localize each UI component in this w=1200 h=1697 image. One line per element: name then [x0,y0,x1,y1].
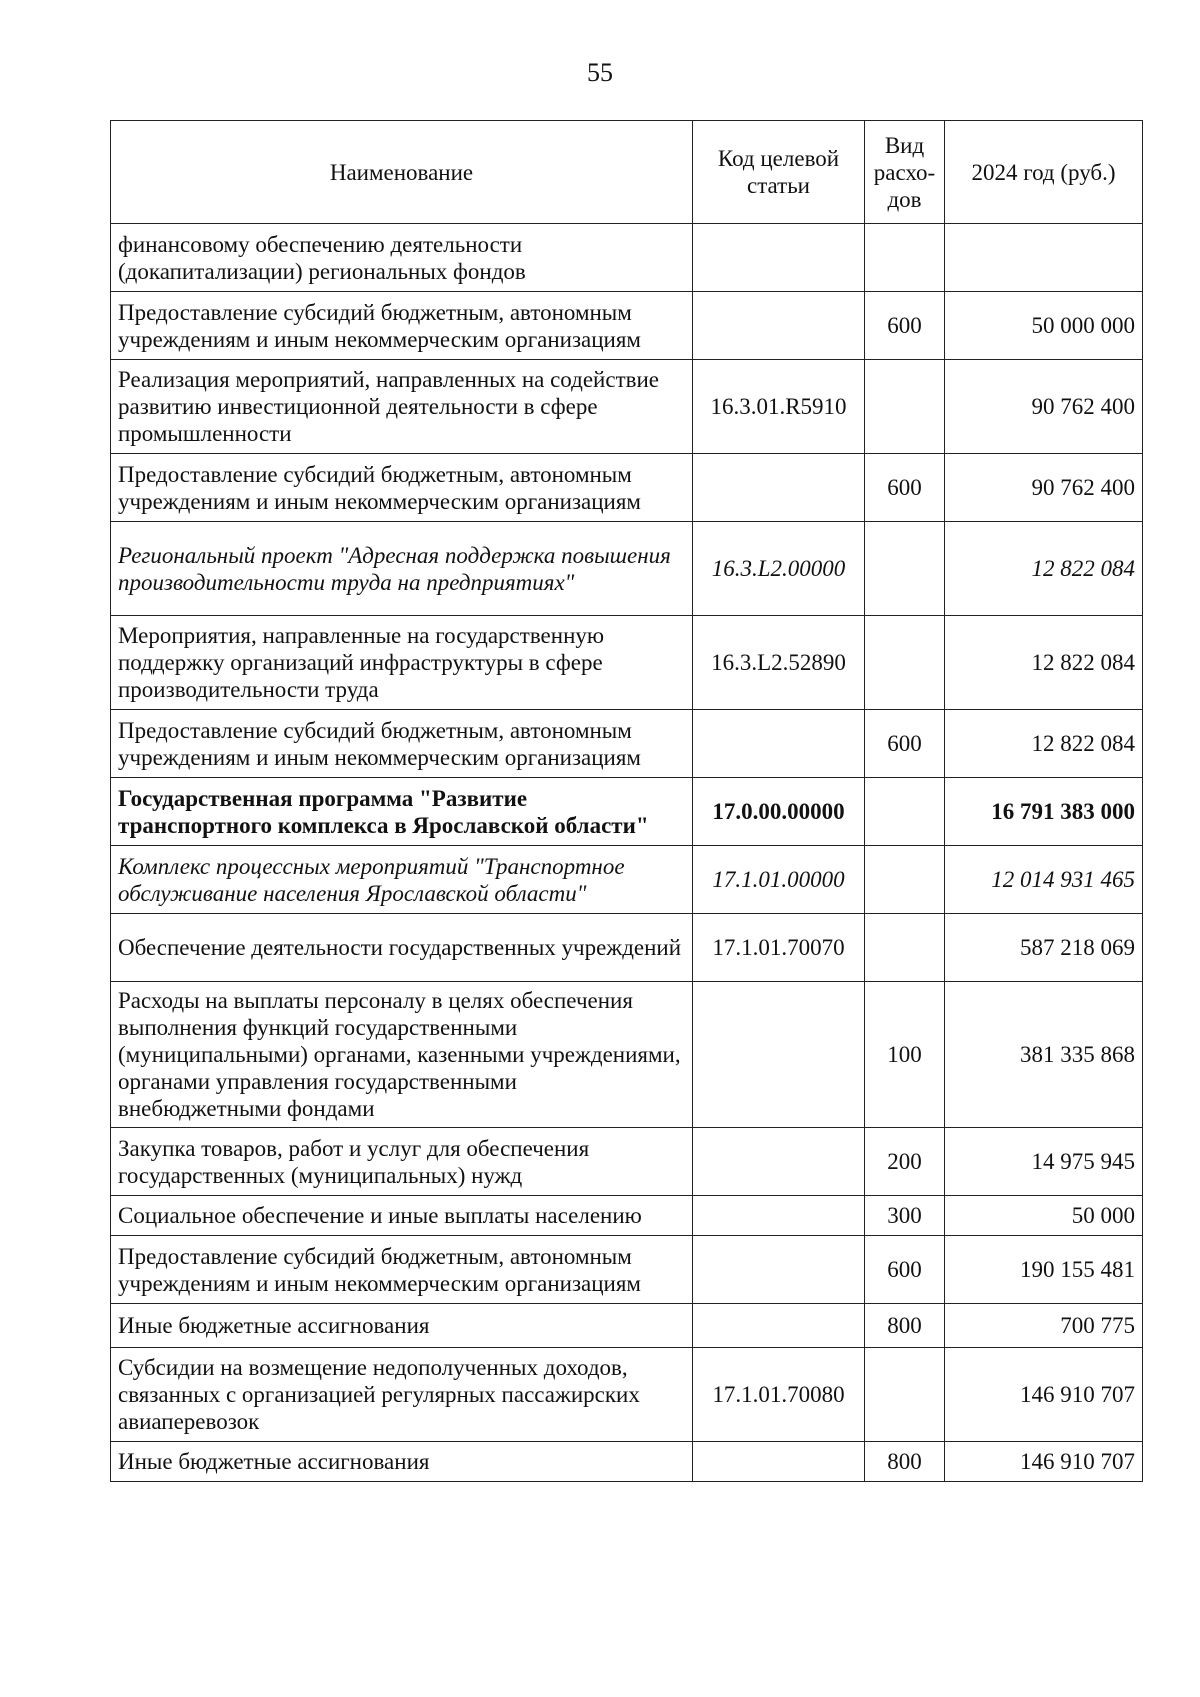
row-type-cell: 200 [865,1128,945,1196]
row-type-cell: 300 [865,1196,945,1236]
row-code-cell [693,982,865,1128]
row-sum-cell: 90 762 400 [945,360,1143,454]
row-code-cell [693,1304,865,1348]
table-row [111,224,1143,292]
header-name: Наименование [111,121,693,224]
row-type-cell: 600 [865,1236,945,1304]
table-row [111,982,1143,1128]
row-code-cell [693,1128,865,1196]
row-sum-cell: 587 218 069 [945,914,1143,982]
page-number: 55 [587,58,613,87]
row-code-cell [693,1236,865,1304]
row-code-cell [693,292,865,360]
row-name-cell: Комплекс процессных мероприятий "Транспортное обслуживание населения Ярославской области" [111,846,693,914]
table-row [111,710,1143,778]
table-row [111,616,1143,710]
row-sum-cell: 700 775 [945,1304,1143,1348]
row-code-cell [693,710,865,778]
header-type: Вид расхо-дов [865,121,945,224]
row-type-cell [865,846,945,914]
table-row [111,778,1143,846]
row-code-cell: 17.0.00.00000 [693,778,865,846]
table-body [111,224,1143,1482]
row-name-cell: Социальное обеспечение и иные выплаты населению [111,1196,693,1236]
row-sum-cell: 190 155 481 [945,1236,1143,1304]
row-sum-cell: 50 000 [945,1196,1143,1236]
row-type-cell [865,914,945,982]
header-code: Код целевой статьи [693,121,865,224]
row-code-cell: 17.1.01.70070 [693,914,865,982]
row-code-cell [693,1442,865,1482]
row-sum-cell: 146 910 707 [945,1442,1143,1482]
table-row [111,846,1143,914]
row-code-cell: 16.3.01.R5910 [693,360,865,454]
row-type-cell [865,224,945,292]
row-sum-cell: 90 762 400 [945,454,1143,522]
row-name-cell: Предоставление субсидий бюджетным, автономным учреждениям и иным некоммерческим организациям [111,292,693,360]
table-header-row [111,121,1143,224]
row-type-cell: 600 [865,710,945,778]
row-sum-cell: 12 822 084 [945,522,1143,616]
row-name-cell: Предоставление субсидий бюджетным, автономным учреждениям и иным некоммерческим организациям [111,710,693,778]
row-name-cell: Реализация мероприятий, направленных на содействие развитию инвестиционной деятельности в сфере промышленности [111,360,693,454]
table-row [111,360,1143,454]
row-name-cell: Расходы на выплаты персоналу в целях обеспечения выполнения функций государственными (муниципальными) органами, казенными учреждениями, органами управления государственными внебюджетными фондами [111,982,693,1128]
row-sum-cell: 12 822 084 [945,710,1143,778]
row-sum-cell: 14 975 945 [945,1128,1143,1196]
row-name-cell: Предоставление субсидий бюджетным, автономным учреждениям и иным некоммерческим организациям [111,454,693,522]
row-name-cell: Мероприятия, направленные на государственную поддержку организаций инфраструктуры в сфере производительности труда [111,616,693,710]
table-row [111,292,1143,360]
row-sum-cell: 146 910 707 [945,1348,1143,1442]
table-row [111,1442,1143,1482]
row-type-cell: 600 [865,454,945,522]
row-type-cell [865,1348,945,1442]
row-name-cell: Субсидии на возмещение недополученных доходов, связанных с организацией регулярных пассажирских авиаперевозок [111,1348,693,1442]
row-type-cell: 800 [865,1442,945,1482]
row-sum-cell [945,224,1143,292]
row-type-cell [865,778,945,846]
row-type-cell: 800 [865,1304,945,1348]
table-row [111,1304,1143,1348]
row-code-cell [693,454,865,522]
row-type-cell [865,522,945,616]
table-row [111,1196,1143,1236]
row-name-cell: Государственная программа "Развитие транспортного комплекса в Ярославской области" [111,778,693,846]
row-name-cell: Региональный проект "Адресная поддержка повышения производительности труда на предприятиях" [111,522,693,616]
table-row [111,454,1143,522]
row-name-cell: финансовому обеспечению деятельности (докапитализации) региональных фондов [111,224,693,292]
row-type-cell [865,360,945,454]
table-row [111,914,1143,982]
row-sum-cell: 12 822 084 [945,616,1143,710]
row-code-cell: 16.3.L2.52890 [693,616,865,710]
row-name-cell: Закупка товаров, работ и услуг для обеспечения государственных (муниципальных) нужд [111,1128,693,1196]
budget-table [110,120,1143,1482]
row-name-cell: Иные бюджетные ассигнования [111,1304,693,1348]
row-type-cell [865,616,945,710]
row-sum-cell: 12 014 931 465 [945,846,1143,914]
row-type-cell: 600 [865,292,945,360]
row-code-cell: 16.3.L2.00000 [693,522,865,616]
row-name-cell: Предоставление субсидий бюджетным, автономным учреждениям и иным некоммерческим организациям [111,1236,693,1304]
row-sum-cell: 16 791 383 000 [945,778,1143,846]
row-code-cell: 17.1.01.70080 [693,1348,865,1442]
row-sum-cell: 381 335 868 [945,982,1143,1128]
table-row [111,522,1143,616]
row-name-cell: Обеспечение деятельности государственных учреждений [111,914,693,982]
row-code-cell [693,224,865,292]
row-code-cell: 17.1.01.00000 [693,846,865,914]
header-sum: 2024 год (руб.) [945,121,1143,224]
table-row [111,1236,1143,1304]
table-row [111,1128,1143,1196]
row-type-cell: 100 [865,982,945,1128]
row-sum-cell: 50 000 000 [945,292,1143,360]
row-name-cell: Иные бюджетные ассигнования [111,1442,693,1482]
table-row [111,1348,1143,1442]
row-code-cell [693,1196,865,1236]
